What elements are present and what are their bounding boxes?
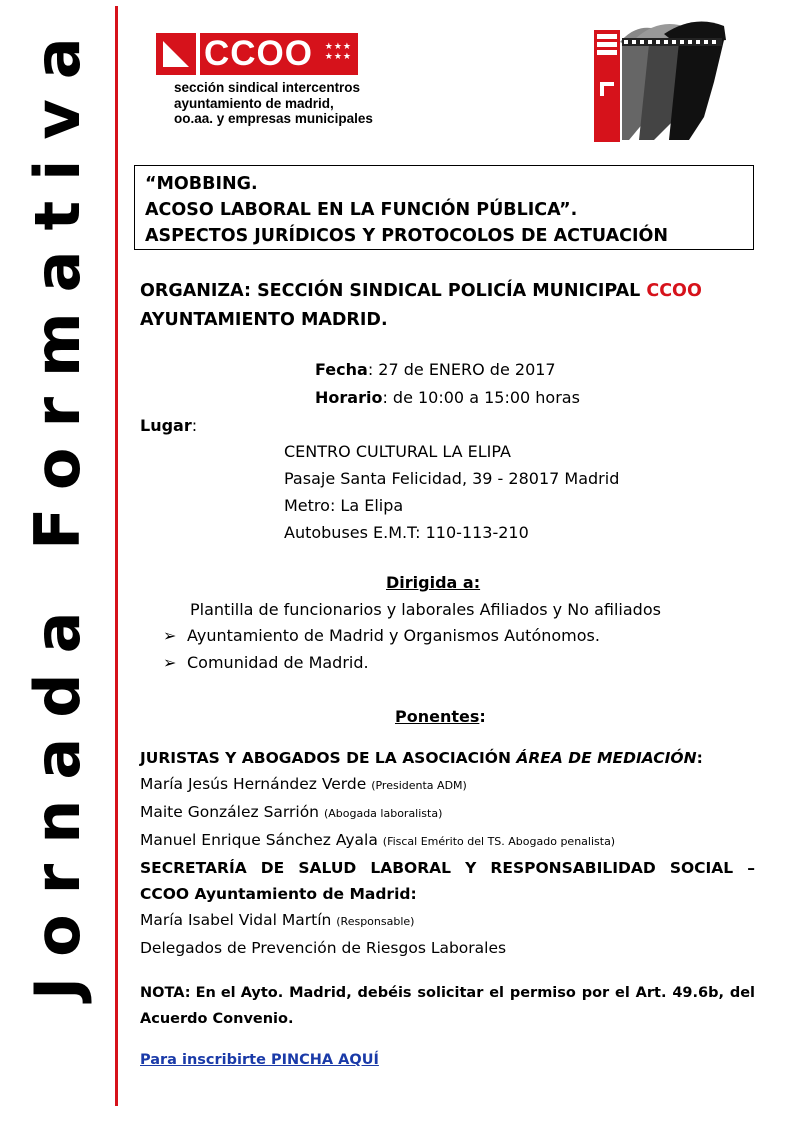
speaker-role: (Fiscal Emérito del TS. Abogado penalista) xyxy=(382,835,616,848)
list-item-text: Comunidad de Madrid. xyxy=(187,653,369,672)
note-line2: Acuerdo Convenio. xyxy=(140,1011,294,1027)
group1-emphasis: ÁREA DE MEDIACIÓN xyxy=(516,749,697,767)
vertical-divider xyxy=(115,6,118,1106)
speaker-role: (Presidenta ADM) xyxy=(371,779,467,792)
speakers-heading-colon: : xyxy=(479,707,486,726)
register-link[interactable]: Para inscribirte PINCHA AQUÍ xyxy=(140,1052,379,1068)
organizer-line2: AYUNTAMIENTO MADRID. xyxy=(140,310,388,330)
speaker-name: Delegados de Prevención de Riesgos Laborales xyxy=(140,939,507,957)
logo-stars: ★★★ ★★★ xyxy=(324,42,352,62)
police-union-emblem-icon xyxy=(594,12,729,142)
organizer-prefix: ORGANIZA: SECCIÓN SINDICAL POLICÍA MUNICIPAL xyxy=(140,281,647,301)
group1-prefix: JURISTAS Y ABOGADOS DE LA ASOCIACIÓN xyxy=(140,749,517,767)
word: – xyxy=(747,859,755,877)
speakers-group-2-line2: CCOO Ayuntamiento de Madrid: xyxy=(140,885,417,903)
list-item xyxy=(163,649,723,676)
venue-name: CENTRO CULTURAL LA ELIPA xyxy=(284,442,511,461)
speaker-name: Maite González Sarrión xyxy=(140,803,324,821)
date-row xyxy=(315,356,735,383)
speaker-row xyxy=(140,827,755,855)
word: DE xyxy=(260,859,285,877)
venue-label: Lugar xyxy=(140,416,192,435)
venue-colon: : xyxy=(191,416,198,435)
event-title-line: ACOSO LABORAL EN LA FUNCIÓN PÚBLICA”. xyxy=(145,200,578,220)
audience-heading: Dirigida a: xyxy=(386,573,481,592)
word: el xyxy=(489,985,504,1001)
group1-suffix: : xyxy=(696,749,703,767)
speakers-group-1 xyxy=(140,745,755,771)
word: Y xyxy=(465,859,477,877)
logo-subtitle-line: ayuntamiento de madrid, xyxy=(174,95,334,111)
organizer-ccoo: CCOO xyxy=(646,281,702,301)
speaker-name: Manuel Enrique Sánchez Ayala xyxy=(140,831,383,849)
arrow-bullet-icon: ➢ xyxy=(163,653,177,672)
speakers-heading xyxy=(395,703,595,730)
speaker-row xyxy=(140,799,755,827)
word: SECRETARÍA xyxy=(140,859,247,877)
venue-bus: Autobuses E.M.T: 110-113-210 xyxy=(284,523,529,542)
arrow-bullet-icon: ➢ xyxy=(163,626,177,645)
venue-metro: Metro: La Elipa xyxy=(284,496,404,515)
venue-address: Pasaje Santa Felicidad, 39 - 28017 Madrid xyxy=(284,469,620,488)
logo-subtitle xyxy=(174,80,374,127)
organizer xyxy=(140,277,760,335)
speakers-heading-text: Ponentes xyxy=(395,707,480,726)
date-value: : 27 de ENERO de 2017 xyxy=(367,360,556,379)
word: del xyxy=(729,985,755,1001)
speaker-row xyxy=(140,907,755,935)
word: 49.6b, xyxy=(672,985,724,1001)
speaker-role: (Responsable) xyxy=(336,915,415,928)
list-item xyxy=(163,622,723,649)
word: el xyxy=(615,985,630,1001)
word: permiso xyxy=(509,985,576,1001)
ccoo-logo xyxy=(156,33,358,75)
audience-list xyxy=(163,622,723,676)
word: RESPONSABILIDAD xyxy=(490,859,656,877)
note-line1 xyxy=(140,980,755,1006)
word: Madrid, xyxy=(289,985,352,1001)
word: SOCIAL xyxy=(669,859,734,877)
word: debéis xyxy=(357,985,412,1001)
speaker-row xyxy=(140,771,755,799)
logo-subtitle-line: oo.aa. y empresas municipales xyxy=(174,111,373,126)
speakers-list xyxy=(140,745,755,961)
speaker-name: María Jesús Hernández Verde xyxy=(140,775,372,793)
audience-intro: Plantilla de funcionarios y laborales Afiliados y No afiliados xyxy=(190,600,661,619)
ccoo-logo-symbol-icon xyxy=(156,33,196,75)
note-label: NOTA xyxy=(140,985,185,1001)
word: LABORAL xyxy=(370,859,452,877)
event-title-line: “MOBBING. xyxy=(145,174,258,194)
date-label: Fecha xyxy=(315,360,368,379)
logo-word-text: CCOO xyxy=(204,34,313,73)
schedule-label: Horario xyxy=(315,388,383,407)
side-title: Jornada Formativa xyxy=(21,17,94,1000)
word: solicitar xyxy=(417,985,484,1001)
note xyxy=(140,980,755,1032)
speaker-role: (Abogada laboralista) xyxy=(323,807,443,820)
word: por xyxy=(581,985,610,1001)
note-first-word xyxy=(140,980,283,1006)
word: SALUD xyxy=(298,859,357,877)
speaker-row xyxy=(140,935,755,961)
schedule-row xyxy=(315,384,735,411)
schedule-value: : de 10:00 a 15:00 horas xyxy=(382,388,580,407)
event-title-box xyxy=(134,165,754,250)
list-item-text: Ayuntamiento de Madrid y Organismos Autónomos. xyxy=(187,626,600,645)
venue-details xyxy=(284,438,744,546)
speaker-name: María Isabel Vidal Martín xyxy=(140,911,337,929)
speakers-group-2-line1 xyxy=(140,855,755,881)
word: Art. xyxy=(635,985,667,1001)
event-title-line: ASPECTOS JURÍDICOS Y PROTOCOLOS DE ACTUACIÓN xyxy=(145,226,669,246)
venue-heading xyxy=(140,412,340,439)
logo-subtitle-line: sección sindical intercentros xyxy=(174,80,361,95)
ccoo-logo-word xyxy=(200,33,358,75)
word: : En el Ayto. xyxy=(184,985,284,1001)
